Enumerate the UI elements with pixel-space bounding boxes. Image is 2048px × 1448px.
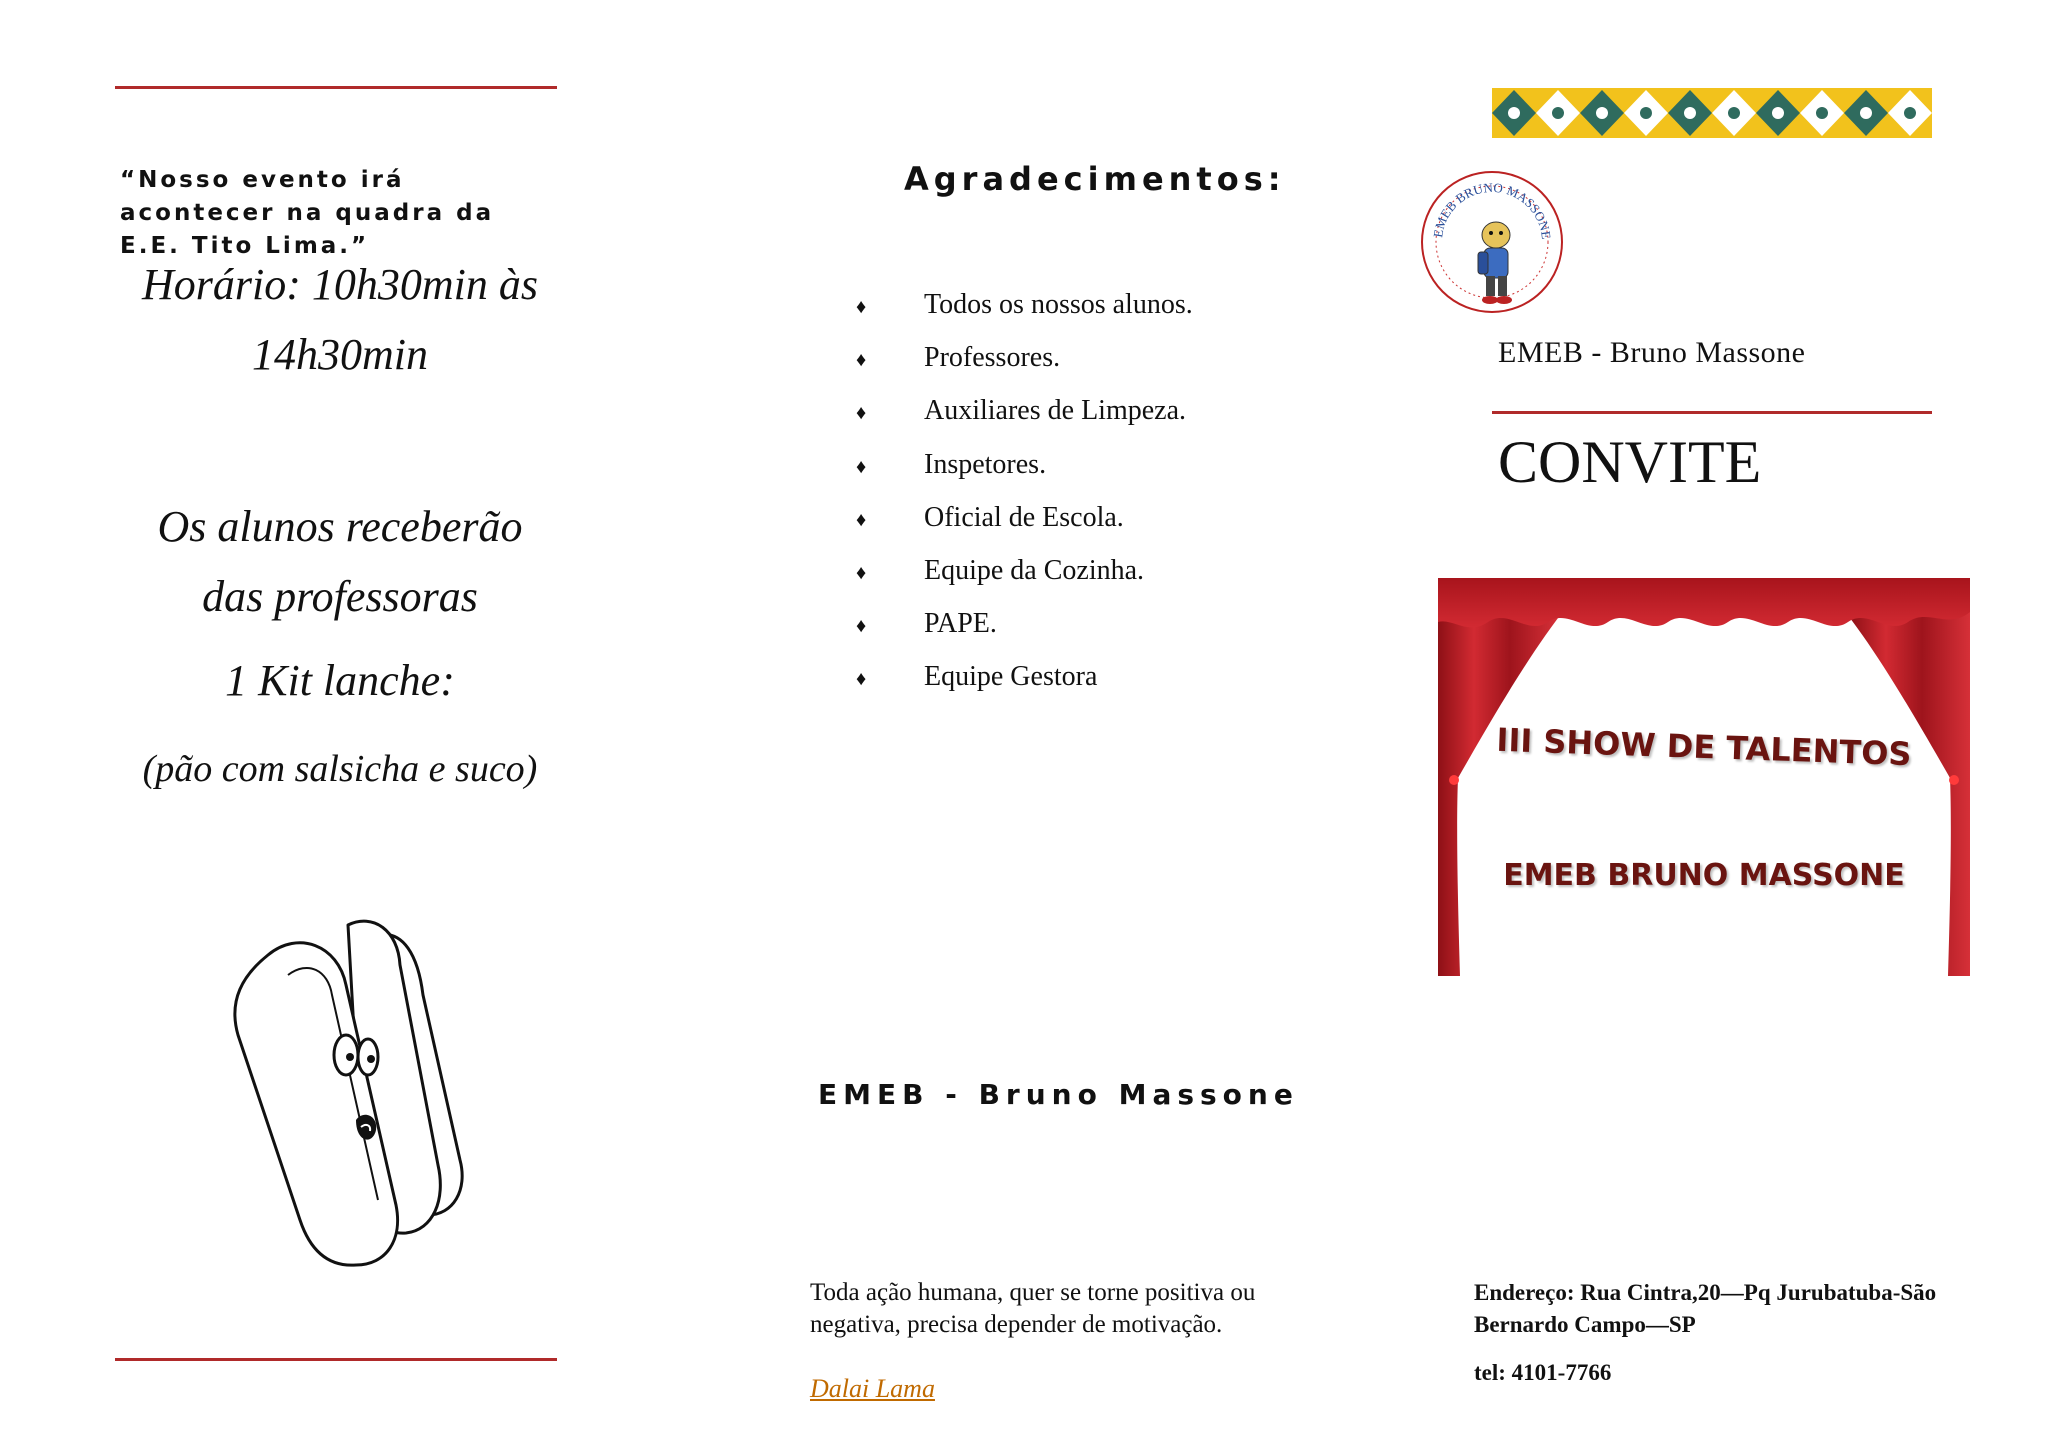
bullet-diamond-icon: ♦ (856, 296, 867, 318)
list-item-label: Auxiliares de Limpeza. (924, 395, 1187, 427)
schedule-line-1: Horário: 10h30min às (141, 260, 539, 309)
pattern-dot (1552, 107, 1564, 119)
top-left-rule (115, 86, 557, 89)
hotdog-illustration (228, 915, 478, 1270)
pattern-dot (1684, 107, 1696, 119)
diamond-pattern-banner (1492, 88, 1932, 138)
pattern-dot (1596, 107, 1608, 119)
bullet-diamond-icon: ♦ (856, 402, 867, 425)
kit-line-4: (pão com salsicha e suco) (142, 748, 538, 790)
kit-line-1: Os alunos receberão (157, 502, 523, 551)
logo-text: EMEB BRUNO MASSONE (1430, 179, 1554, 240)
bullet-diamond-icon: ♦ (856, 561, 867, 584)
pattern-dot (1508, 107, 1520, 119)
pattern-dot (1772, 107, 1784, 119)
pattern-dot (1640, 107, 1652, 119)
school-logo (1416, 160, 1568, 320)
list-item-label: Equipe da Cozinha. (924, 554, 1145, 586)
stage-curtain-image (1438, 578, 1970, 976)
list-item (856, 551, 1193, 604)
bullet-diamond-icon: ♦ (856, 615, 867, 638)
list-item-label: PAPE. (924, 608, 997, 640)
bullet-diamond-icon: ♦ (856, 455, 867, 478)
bullet-diamond-icon: ♦ (856, 668, 867, 691)
list-item (856, 498, 1193, 551)
thanks-list (856, 285, 1193, 711)
invite-title: CONVITE (1498, 429, 1762, 495)
list-item-label: Equipe Gestora (924, 661, 1098, 693)
pattern-dot (1904, 107, 1916, 119)
pattern-dot (1728, 107, 1740, 119)
list-item (856, 604, 1193, 657)
motivation-quote: Toda ação humana, quer se torne positiva ou negativa, precisa depender de motivação. (810, 1279, 1256, 1338)
banner-title: III SHOW DE TALENTOS (1495, 720, 1913, 774)
school-name-header: EMEB - Bruno Massone (1498, 336, 1806, 369)
address: Endereço: Rua Cintra,20—Pq Jurubatuba-São Bernardo Campo—SP (1474, 1280, 1937, 1337)
list-item (856, 391, 1193, 444)
banner-school: EMEB BRUNO MASSONE (1503, 858, 1905, 893)
quote-author-link[interactable]: Dalai Lama (810, 1374, 935, 1403)
list-item (856, 285, 1193, 338)
list-item-label: Inspetores. (924, 448, 1047, 480)
telephone: tel: 4101-7766 (1474, 1360, 1612, 1385)
list-item (856, 657, 1193, 710)
title-rule (1492, 411, 1932, 414)
talent-show-banner (1438, 578, 1970, 976)
pattern-dot (1816, 107, 1828, 119)
list-item-label: Professores. (924, 342, 1061, 374)
schedule-line-2: 14h30min (252, 330, 428, 379)
event-location-quote: “Nosso evento irá acontecer na quadra da E.E. Tito Lima.” (120, 167, 495, 259)
kit-line-3: 1 Kit lanche: (225, 656, 455, 705)
thanks-title: Agradecimentos: (904, 160, 1286, 198)
list-item-label: Oficial de Escola. (924, 501, 1124, 533)
pattern-dot (1860, 107, 1872, 119)
list-item (856, 338, 1193, 391)
bullet-diamond-icon: ♦ (856, 508, 867, 531)
kit-line-2: das professoras (202, 572, 478, 621)
bullet-diamond-icon: ♦ (856, 349, 867, 372)
bottom-left-rule (115, 1358, 557, 1361)
list-item (856, 445, 1193, 498)
list-item-label: Todos os nossos alunos. (924, 289, 1193, 320)
school-name-middle: EMEB - Bruno Massone (818, 1078, 1299, 1111)
